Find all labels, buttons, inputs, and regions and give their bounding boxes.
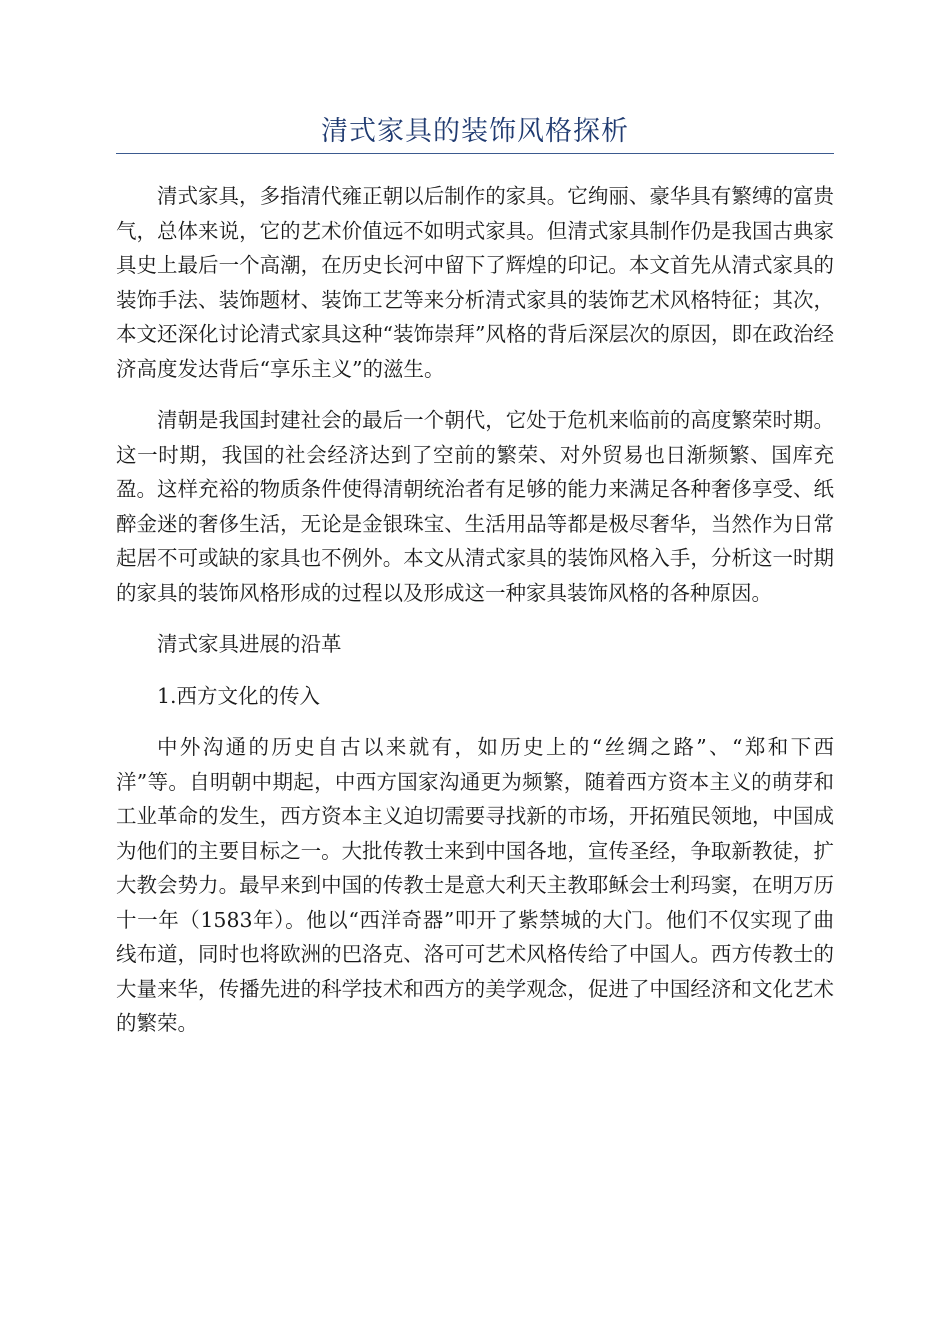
document-title: 清式家具的装饰风格探析 <box>321 116 629 147</box>
document-page <box>116 112 834 1041</box>
western-influence-paragraph: 中外沟通的历史自古以来就有，如历史上的“丝绸之路”、“郑和下西洋”等。自明朝中期起，中西方国家沟通更为频繁，随着西方资本主义的萌芽和工业革命的发生，西方资本主义迫切需要寻找新的市场，开拓殖民领地，中国成为他们的主要目标之一。大批传教士来到中国各地，宣传圣经，争取新教徒，扩大教会势力。最早来到中国的传教士是意大利天主教耶稣会士利玛窦，在明万历十一年（1583年）。他以“西洋奇器”叩开了紫禁城的大门。他们不仅实现了曲线布道，同时也将欧洲的巴洛克、洛可可艺术风格传给了中国人。西方传教士的大量来华，传播先进的科学技术和西方的美学观念，促进了中国经济和文化艺术的繁荣。 <box>116 735 834 1035</box>
intro-paragraph: 清式家具，多指清代雍正朝以后制作的家具。它绚丽、豪华具有繁缚的富贵气，总体来说，它的艺术价值远不如明式家具。但清式家具制作仍是我国古典家具史上最后一个高潮，在历史长河中留下了辉煌的印记。本文首先从清式家具的装饰手法、装饰题材、装饰工艺等来分析清式家具的装饰艺术风格特征；其次，本文还深化讨论清式家具这种“装饰崇拜”风格的背后深层次的原因，即在政治经济高度发达背后“享乐主义”的滋生。 <box>116 184 834 381</box>
background-paragraph: 清朝是我国封建社会的最后一个朝代，它处于危机来临前的高度繁荣时期。这一时期，我国的社会经济达到了空前的繁荣、对外贸易也日渐频繁、国库充盈。这样充裕的物质条件使得清朝统治者有足够的能力来满足各种奢侈享受、纸醉金迷的奢侈生活，无论是金银珠宝、生活用品等都是极尽奢华，当然作为日常起居不可或缺的家具也不例外。本文从清式家具的装饰风格入手，分析这一时期的家具的装饰风格形成的过程以及形成这一种家具装饰风格的各种原因。 <box>116 408 834 605</box>
title-underline <box>116 153 834 154</box>
subsection-heading: 1.西方文化的传入 <box>157 683 321 708</box>
section-heading: 清式家具进展的沿革 <box>157 632 342 656</box>
